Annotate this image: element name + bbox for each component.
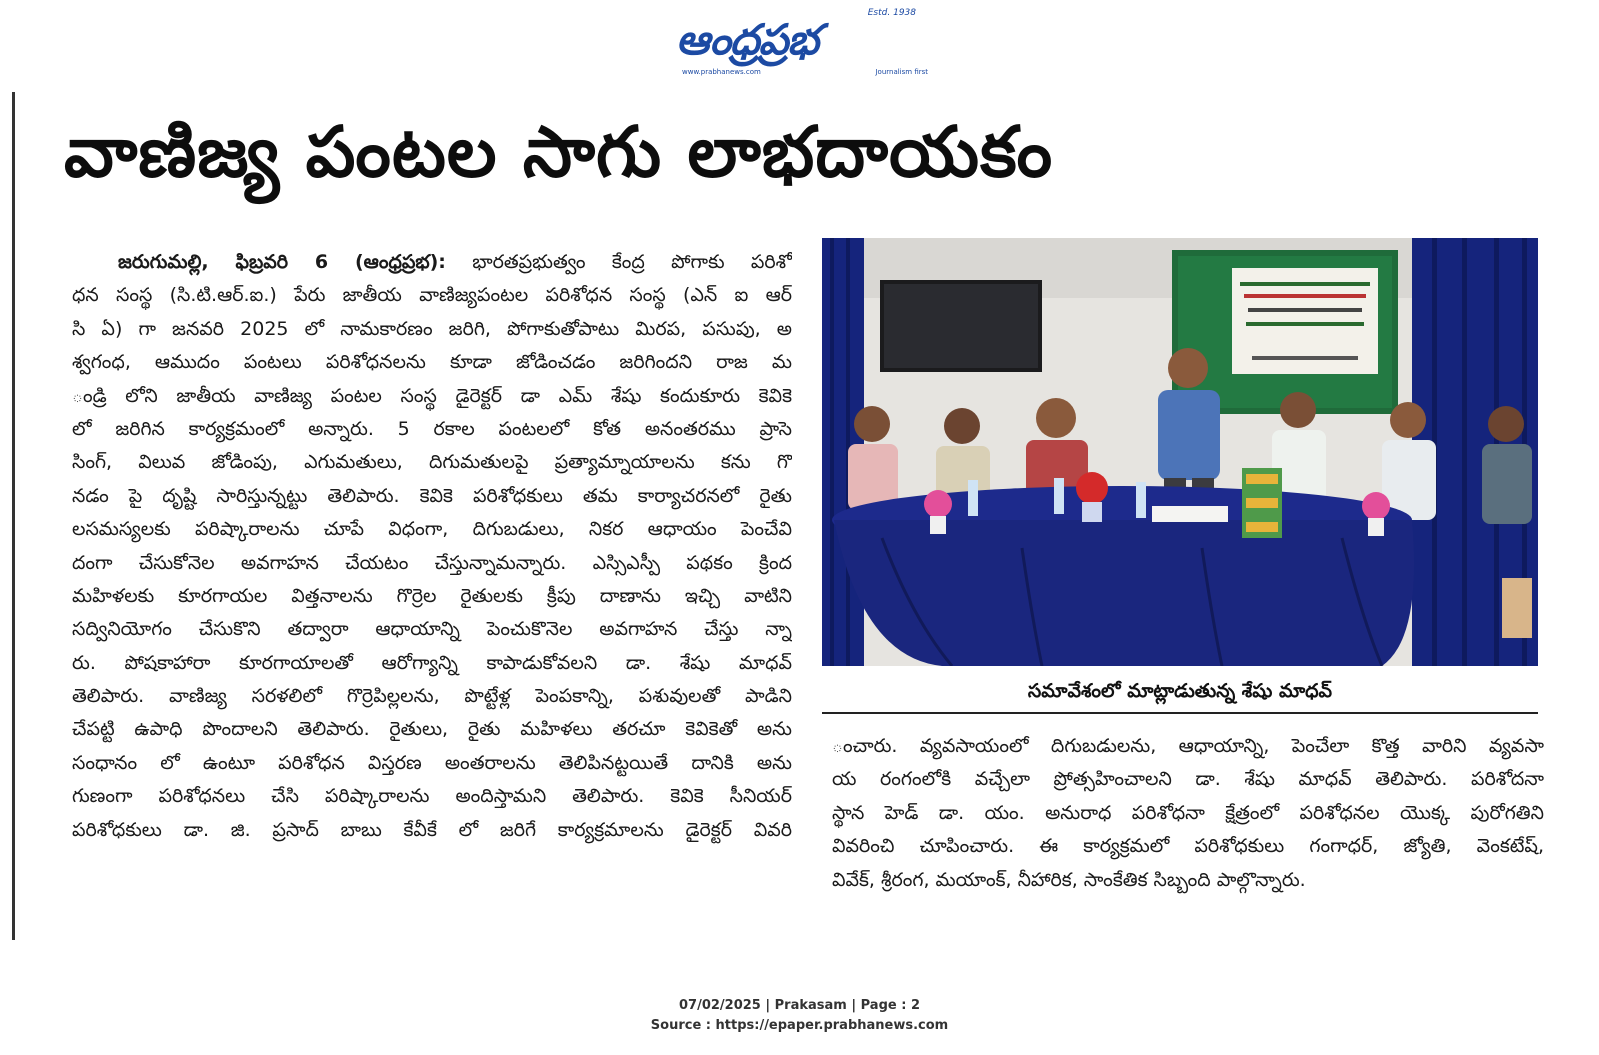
article-line: చేపట్టి ఉపాధి పొందాలని తెలిపారు. రైతులు, రైతు మహిళలు తరచూ కెవికెతో అను <box>72 718 792 741</box>
article-body-right <box>832 730 1544 897</box>
masthead-tagline: Journalism first <box>875 68 928 76</box>
masthead-estd: Estd. 1938 <box>867 8 916 18</box>
article-line: ండ్రి లోని జాతీయ వాణిజ్య పంటల సంస్థ డైరెక్టర్ డా ఎమ్ శేషు కందుకూరు కెవికె <box>72 384 792 407</box>
article-line: సింగ్, విలువ జోడింపు, ఎగుమతులు, దిగుమతులపై ప్రత్యామ్నాయాలను కను గొ <box>72 451 792 474</box>
article-line: జరుగుమల్లి, ఫిబ్రవరి 6 (ఆంధ్రప్రభ): భారతప్రభుత్వం కేంద్ర పోగాకు పరిశో <box>118 251 792 273</box>
article-line: వివరించి చూపించారు. ఈ కార్యక్రమలో పరిశోధకులు గంగాధర్, జ్యోతి, వెంకటేష్, <box>832 835 1544 858</box>
article-line: శ్వగంధ, ఆముదం పంటలు పరిశోధనలను కూడా జోడించడం జరిగిందని రాజ మ <box>72 351 792 374</box>
article-line: దంగా చేసుకోనెల అవగాహన చేయటం చేస్తున్నామన్నారు. ఎస్సిఎస్పీ పథకం క్రింద <box>72 551 792 574</box>
newspaper-logo: ఆంధ్రప్రభ <box>676 15 818 64</box>
article-line: నడం పై దృష్టి సారిస్తున్నట్టు తెలిపారు. కెవికె పరిశోధకులు తమ కార్యాచరనలో రైతు <box>72 484 792 507</box>
article-line: రు. పోషకాహారా కూరగాయాలతో ఆరోగ్యాన్ని కాపాడుకోవలని డా. శేషు మాధవ్ <box>72 651 792 674</box>
chair <box>1502 578 1532 638</box>
article-line: వివేక్, శ్రీరంగ, మయాంక్, నీహారిక, సాంకేతిక సిబ్బంది పాల్గొన్నారు. <box>832 868 1306 891</box>
water-bottle <box>968 480 978 516</box>
article-line: య రంగంలోకి వచ్చేలా ప్రోత్సహించాలని డా. శేషు మాధవ్ తెలిపారు. పరిశోదనా <box>832 768 1544 791</box>
source-link[interactable]: Source : https://epaper.prabhanews.com <box>650 1018 949 1033</box>
dateline: జరుగుమల్లి, ఫిబ్రవరి 6 (ఆంధ్రప్రభ): <box>118 251 446 273</box>
water-bottle <box>1136 482 1146 518</box>
article-line: పరిశోధకులు డా. జి. ప్రసాద్ బాబు కేవీకే లో జరిగే కార్యక్రమాలను డైరెక్టర్ వివరి <box>72 818 792 841</box>
page-margin-rule <box>12 92 15 940</box>
masthead-website: www.prabhanews.com <box>682 68 761 76</box>
photo-caption: సమావేశంలో మాట్లాడుతున్న శేషు మాధవ్ <box>1027 680 1333 702</box>
article-body-left <box>72 246 792 847</box>
article-line: లో జరిగిన కార్యక్రమంలో అన్నారు. 5 రకాల పంటలలో కోత అనంతరము ప్రాసె <box>72 417 792 440</box>
article-line: సంధానం లో ఉంటూ పరిశోధన విస్తరణ అంతరాలను తెలిపినట్టయితే దానికి అను <box>72 751 792 774</box>
article-headline: వాణిజ్య పంటల సాగు లాభదాయకం <box>64 111 1054 193</box>
article-line: గుణంగా పరిశోధనలు చేసి పరిష్కారాలను అందిస్తామని తెలిపారు. కెవికె సీనియర్ <box>72 785 792 808</box>
article-line: స్థాన హెడ్ డా. యం. అనురాధ పరిశోధనా క్షేత్రంలో పరిశోధనల యొక్క పురోగతిని <box>832 801 1544 824</box>
meeting-scene-illustration <box>822 238 1538 666</box>
masthead <box>676 8 936 78</box>
article-line: సద్వినియోగం చేసుకొని తద్వారా ఆధాయాన్ని పెంచుకొనెల అవగాహన చేస్తు న్నా <box>72 618 792 641</box>
news-photo <box>822 238 1538 666</box>
article-line: తెలిపారు. వాణిజ్య సరళలిలో గొర్రెపిల్లలను, పొట్టేళ్ల పెంపకాన్ని, పశువులతో పాడిని <box>72 685 792 708</box>
article-line: ధన సంస్థ (సి.టి.ఆర్.ఐ.) పేరు జాతీయ వాణిజ్యపంటల పరిశోధన సంస్థ (ఎన్ ఐ ఆర్ <box>72 284 792 307</box>
edition-info: 07/02/2025 | Prakasam | Page : 2 <box>678 998 920 1013</box>
article-line: సి ఏ) గా జనవరి 2025 లో నామకారణం జరిగి, పోగాకుతోపాటు మిరప, పసుపు, అ <box>72 317 792 340</box>
water-bottle <box>1054 478 1064 514</box>
article-line: మహిళలకు కూరగాయల విత్తనాలను గొర్రెల రైతులకు క్రీపు దాణాను ఇచ్చి వాటిని <box>72 584 792 607</box>
page-footer <box>0 996 1599 1036</box>
caption-divider <box>822 712 1538 714</box>
article-line: లసమస్యలకు పరిష్కారాలను చూపే విధంగా, దిగుబడులు, నికర ఆధాయం పెంచేవి <box>72 518 792 541</box>
name-plate <box>1152 506 1228 522</box>
article-line: ంచారు. వ్యవసాయంలో దిగుబడులను, ఆధాయాన్ని, పెంచేలా కొత్త వారిని వ్యవసా <box>832 735 1544 757</box>
